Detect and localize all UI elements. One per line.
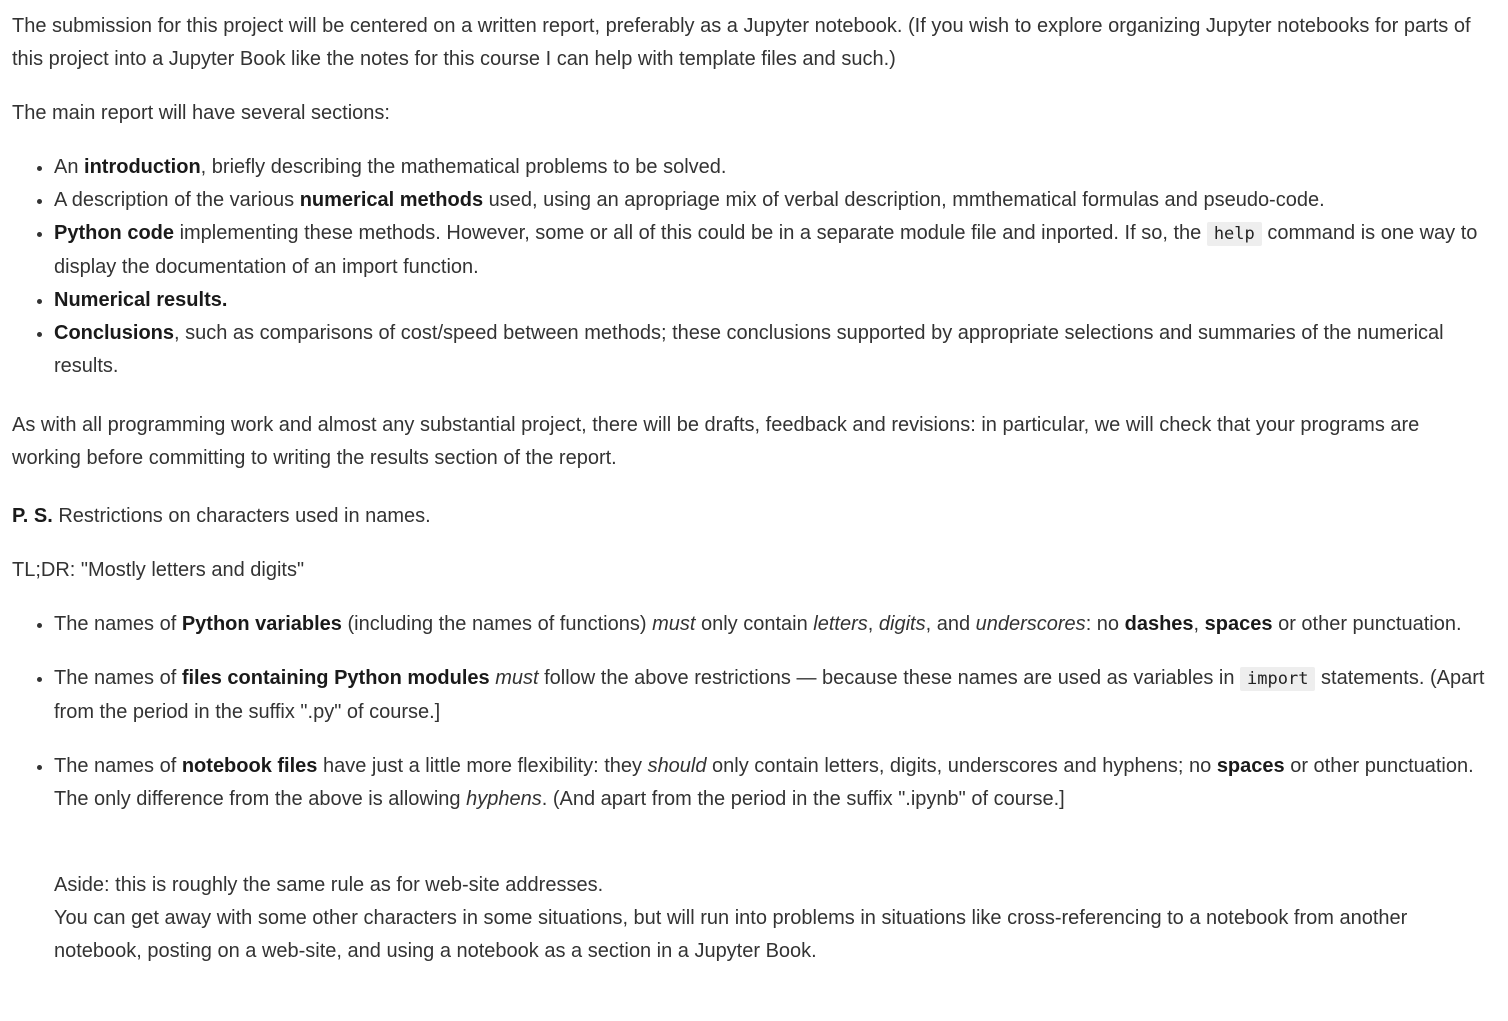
intro-paragraph: The submission for this project will be centered on a written report, preferably as a Jupyter notebook. (If you wish to explore organizing Jupyter notebooks for parts of this project into a Jupyter Book like the notes for this course I can help with template files and such.) <box>12 15 1471 70</box>
bold-term: introduction <box>84 156 201 178</box>
bold-term: Numerical results. <box>54 289 228 311</box>
inline-code: help <box>1207 222 1262 246</box>
italic-term: must <box>495 667 539 689</box>
bold-term: files containing Python modules <box>181 667 490 689</box>
list-item: • The names of notebook files have just a little more flexibility: they should only contain letters, digits, underscores and hyphens; no spaces or other punctuation. The only difference from the above is allowing hyphens. (And apart from the period in the suffix ".ipynb" of course.] <box>54 750 1492 816</box>
naming-rules-list <box>12 608 1492 816</box>
inline-code: import <box>1240 667 1315 691</box>
main-report-paragraph: The main report will have several sections: <box>12 102 390 124</box>
italic-term: must <box>652 613 696 635</box>
aside-line: You can get away with some other characters in some situations, but will run into problems in situations like cross-referencing to a notebook from another notebook, posting on a web-site, and using a notebook as a section in a Jupyter Book. <box>54 907 1408 962</box>
ps-paragraph: P. S. Restrictions on characters used in names. <box>12 505 431 527</box>
list-item: • An introduction, briefly describing the mathematical problems to be solved. <box>54 151 1492 184</box>
italic-term: digits <box>878 613 926 635</box>
italic-term: hyphens <box>466 788 542 810</box>
aside-note <box>12 869 1492 968</box>
list-item: • The names of files containing Python modules must follow the above restrictions — because these names are used as variables in import statements. (Apart from the period in the suffix ".py" of course.] <box>54 662 1492 729</box>
ps-label: P. S. <box>12 505 53 527</box>
list-item: • Conclusions, such as comparisons of cost/speed between methods; these conclusions supported by appropriate selections and summaries of the numerical results. <box>54 317 1492 383</box>
bold-term: Conclusions <box>54 322 175 344</box>
bold-term: spaces <box>1216 755 1285 777</box>
italic-term: underscores <box>975 613 1086 635</box>
aside-line: Aside: this is roughly the same rule as for web-site addresses. <box>54 874 604 896</box>
tldr-paragraph: TL;DR: "Mostly letters and digits" <box>12 559 305 581</box>
drafts-paragraph: As with all programming work and almost any substantial project, there will be drafts, feedback and revisions: in particular, we will check that your programs are working before committing to writing the results section of the report. <box>12 414 1420 469</box>
bold-term: Python variables <box>181 613 342 635</box>
list-item: • A description of the various numerical methods used, using an apropriage mix of verbal description, mmthematical formulas and pseudo-code. <box>54 184 1492 217</box>
report-sections-list <box>12 151 1492 383</box>
bold-term: numerical methods <box>299 189 484 211</box>
bold-term: notebook files <box>181 755 318 777</box>
italic-term: should <box>647 755 707 777</box>
list-item: • Python code implementing these methods. However, some or all of this could be in a separate module file and inported. If so, the help command is one way to display the documentation of an import function. <box>54 217 1492 284</box>
bold-term: spaces <box>1204 613 1273 635</box>
italic-term: letters <box>813 613 868 635</box>
bold-term: Python code <box>54 222 175 244</box>
list-item <box>54 284 1492 317</box>
list-item: • The names of Python variables (including the names of functions) must only contain letters, digits, and underscores: no dashes, spaces or other punctuation. <box>54 608 1492 641</box>
bold-term: dashes <box>1124 613 1194 635</box>
